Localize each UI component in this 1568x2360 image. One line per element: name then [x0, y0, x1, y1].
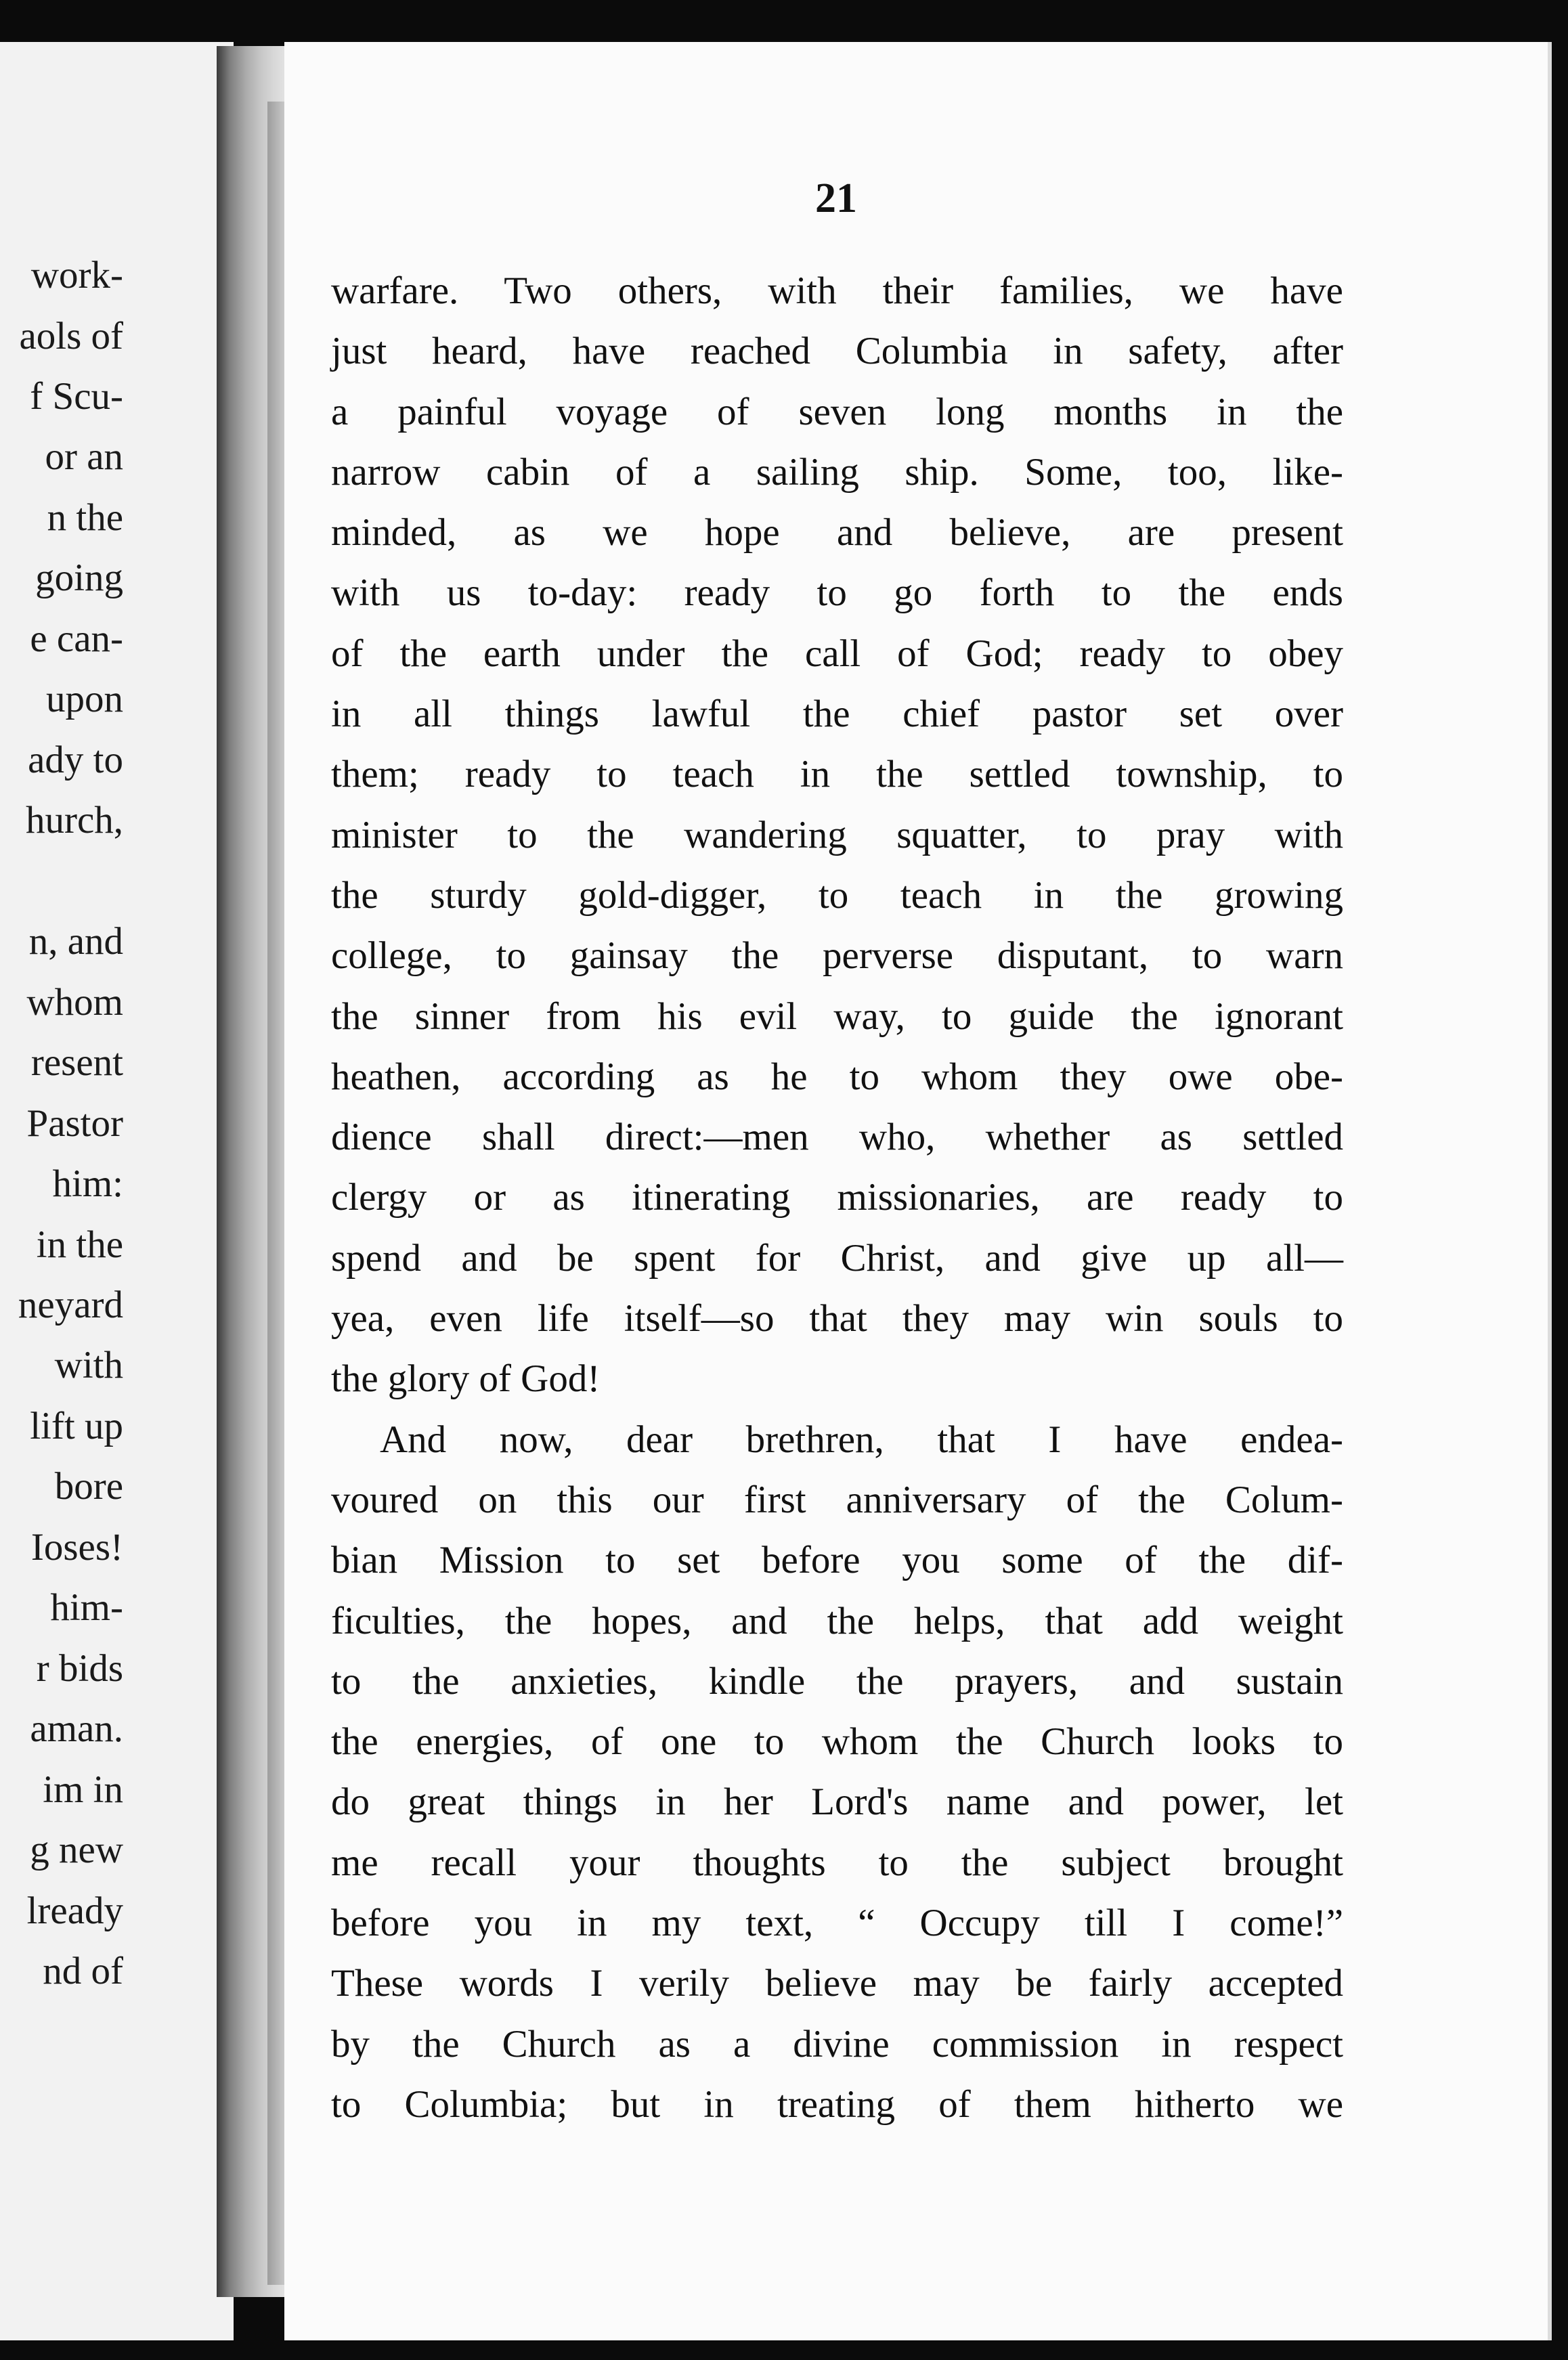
previous-page-line-fragment: neyard	[18, 1284, 123, 1326]
text-line: to the anxieties, kindle the prayers, and sustain	[331, 1659, 1343, 1703]
page-body-text	[331, 261, 1343, 2135]
previous-page-line-fragment: going	[35, 556, 123, 599]
text-line: voured on this our first anniversary of the Colum-	[331, 1478, 1343, 1521]
text-line: do great things in her Lord's name and power, let	[331, 1780, 1343, 1824]
previous-page-line-fragment: with	[54, 1344, 123, 1386]
text-line: me recall your thoughts to the subject brought	[331, 1841, 1343, 1884]
previous-page-line-fragment: f Scu-	[30, 375, 123, 418]
previous-page	[0, 42, 234, 2340]
previous-page-line-fragment: Pastor	[26, 1102, 123, 1145]
previous-page-line-fragment: hurch,	[25, 799, 123, 842]
text-line: warfare. Two others, with their families, we have	[331, 269, 1343, 312]
previous-page-line-fragment: ady to	[28, 739, 123, 781]
previous-page-line-fragment: aols of	[19, 315, 123, 357]
text-line: spend and be spent for Christ, and give up all—	[331, 1236, 1343, 1280]
text-line: them; ready to teach in the settled township, to	[331, 753, 1343, 796]
previous-page-line-fragment: lift up	[30, 1405, 123, 1447]
text-line: dience shall direct:—men who, whether as settled	[331, 1116, 1343, 1159]
previous-page-line-fragment: lready	[26, 1889, 123, 1932]
text-line: in all things lawful the chief pastor set over	[331, 693, 1343, 736]
previous-page-line-fragment: n, and	[28, 920, 123, 963]
text-line: minister to the wandering squatter, to pray with	[331, 813, 1343, 856]
text-line: narrow cabin of a sailing ship. Some, too, like-	[331, 450, 1343, 494]
text-line: the glory of God!	[331, 1357, 601, 1401]
text-line: the energies, of one to whom the Church looks to	[331, 1720, 1343, 1764]
text-line: the sturdy gold-digger, to teach in the growing	[331, 873, 1343, 917]
previous-page-line-fragment: Ioses!	[30, 1526, 123, 1569]
previous-page-line-fragment: nd of	[43, 1950, 123, 1992]
text-line: minded, as we hope and believe, are present	[331, 511, 1343, 554]
text-line: And now, dear brethren, that I have endea-	[380, 1418, 1343, 1461]
previous-page-line-fragment: bore	[54, 1465, 123, 1508]
previous-page-line-fragment: in the	[36, 1223, 123, 1266]
text-line: to Columbia; but in treating of them hitherto we	[331, 2082, 1343, 2126]
previous-page-line-fragment: n the	[47, 496, 123, 539]
text-line: before you in my text, “ Occupy till I come!”	[331, 1902, 1343, 1945]
previous-page-line-fragment: e can-	[30, 617, 123, 660]
text-line: the sinner from his evil way, to guide the ignorant	[331, 995, 1343, 1038]
text-line: with us to-day: ready to go forth to the ends	[331, 571, 1343, 615]
text-line: These words I verily believe may be fairly accepted	[331, 1962, 1343, 2005]
previous-page-line-fragment: work-	[30, 254, 123, 297]
text-line: a painful voyage of seven long months in the	[331, 390, 1343, 433]
text-line: ficulties, the hopes, and the helps, that add weight	[331, 1599, 1343, 1642]
text-line: heathen, according as he to whom they owe obe-	[331, 1055, 1343, 1098]
page-number: 21	[815, 175, 857, 221]
text-line: clergy or as itinerating missionaries, are ready to	[331, 1176, 1343, 1219]
previous-page-line-fragment: aman.	[30, 1707, 123, 1750]
previous-page-line-fragment: or an	[45, 435, 123, 478]
text-line: of the earth under the call of God; ready to obey	[331, 632, 1343, 675]
previous-page-line-fragment: him-	[50, 1586, 123, 1629]
previous-page-line-fragment: im in	[43, 1768, 123, 1811]
text-line: bian Mission to set before you some of the dif-	[331, 1539, 1343, 1582]
text-line: by the Church as a divine commission in respect	[331, 2022, 1343, 2066]
previous-page-line-fragment: whom	[26, 981, 123, 1024]
text-line: yea, even life itself—so that they may win souls to	[331, 1297, 1343, 1340]
previous-page-line-fragment: r bids	[36, 1647, 123, 1690]
previous-page-line-fragment: g new	[30, 1829, 123, 1871]
previous-page-line-fragment: him:	[52, 1162, 123, 1205]
text-line: college, to gainsay the perverse disputant, to warn	[331, 934, 1343, 978]
previous-page-line-fragment: resent	[30, 1041, 123, 1084]
text-line: just heard, have reached Columbia in safety, after	[331, 330, 1343, 373]
previous-page-line-fragment: upon	[46, 678, 123, 720]
